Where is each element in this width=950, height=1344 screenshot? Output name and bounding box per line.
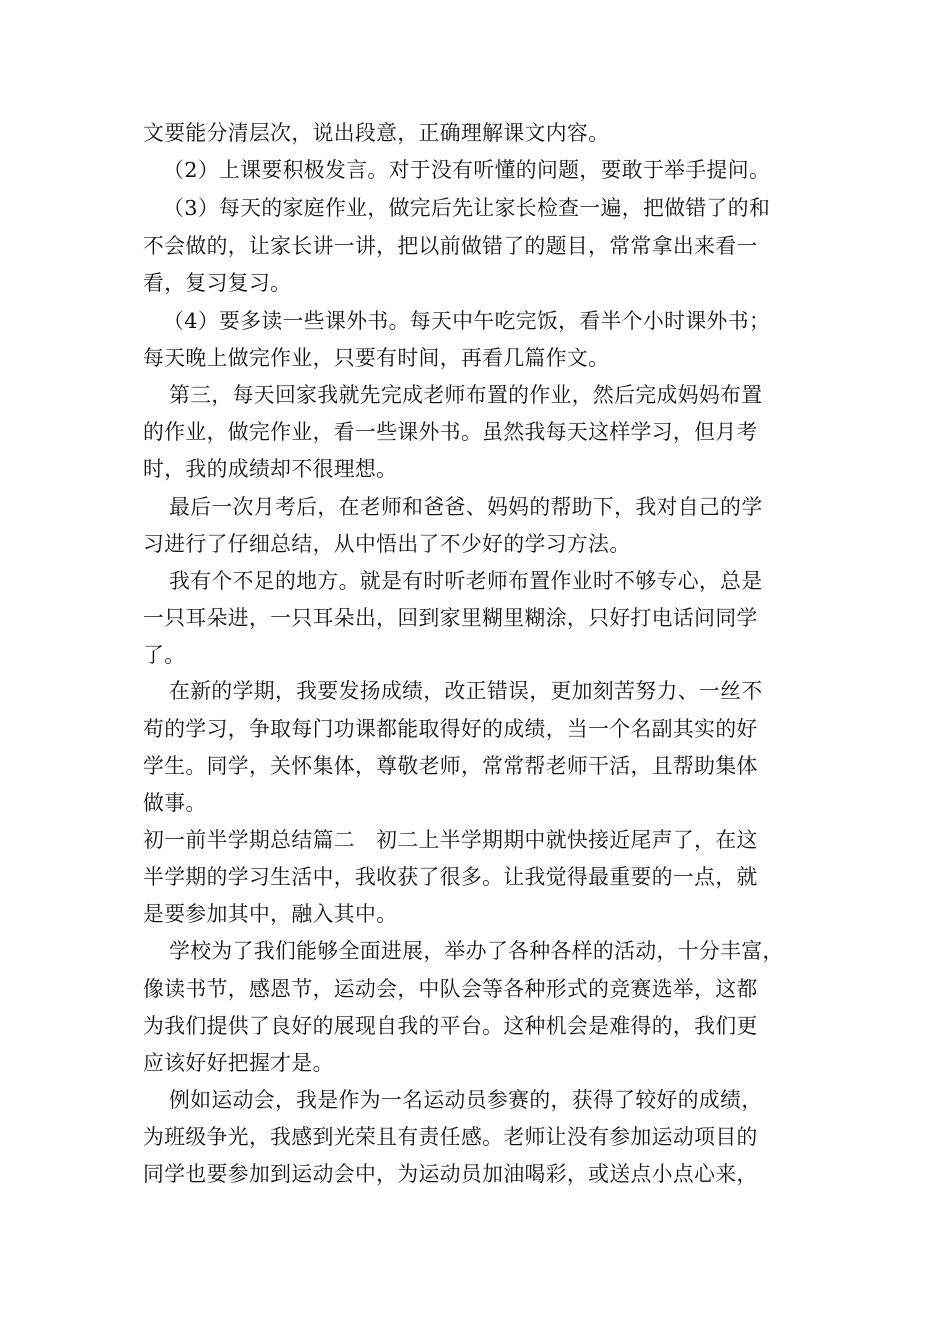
text-line: 每天晚上做完作业，只要有时间，再看几篇作文。: [143, 346, 610, 370]
text-line: 第三，每天回家我就先完成老师布置的作业，然后完成妈妈布置: [169, 383, 763, 407]
text-line: （3）每天的家庭作业，做完后先让家长检查一遍，把做错了的和: [163, 196, 771, 220]
text-line: 我有个不足的地方。就是有时听老师布置作业时不够专心，总是: [169, 569, 763, 593]
text-line: 同学也要参加到运动会中，为运动员加油喝彩，或送点小点心来，: [143, 1162, 758, 1186]
text-line: 为班级争光，我感到光荣且有责任感。老师让没有参加运动项目的: [143, 1125, 758, 1149]
text-line: 一只耳朵进，一只耳朵出，回到家里糊里糊涂，只好打电话问同学: [143, 606, 758, 630]
text-line: 半学期的学习生活中，我收获了很多。让我觉得最重要的一点，就: [143, 865, 758, 889]
text-line: 最后一次月考后，在老师和爸爸、妈妈的帮助下，我对自己的学: [169, 495, 763, 519]
text-line: 了。: [143, 643, 186, 667]
text-line: 在新的学期，我要发扬成绩，改正错误，更加刻苦努力、一丝不: [169, 679, 763, 703]
text-line: 学生。同学，关怀集体，尊敬老师，常常帮老师干活，且帮助集体: [143, 754, 758, 778]
text-line: （4）要多读一些课外书。每天中午吃完饭，看半个小时课外书；: [163, 309, 771, 333]
text-line: 像读书节，感恩节，运动会，中队会等各种形式的竞赛选举，这都: [143, 977, 758, 1001]
text-line: 不会做的，让家长讲一讲，把以前做错了的题目，常常拿出来看一: [143, 234, 758, 258]
text-line: 应该好好把握才是。: [143, 1051, 334, 1075]
text-line: 文要能分清层次，说出段意，正确理解课文内容。: [143, 121, 610, 145]
text-line: 例如运动会，我是作为一名运动员参赛的，获得了较好的成绩，: [169, 1088, 763, 1112]
text-line: 是要参加其中，融入其中。: [143, 902, 398, 926]
text-line: 看，复习复习。: [143, 271, 292, 295]
text-line: 时，我的成绩却不很理想。: [143, 457, 398, 481]
text-line: （2）上课要积极发言。对于没有听懂的问题，要敢于举手提问。: [163, 158, 771, 182]
text-line: 做事。: [143, 791, 207, 815]
text-line: 学校为了我们能够全面进展，举办了各种各样的活动，十分丰富，: [169, 939, 784, 963]
text-line: 苟的学习，争取每门功课都能取得好的成绩，当一个名副其实的好: [143, 717, 758, 741]
text-line: 初一前半学期总结篇二 初二上半学期期中就快接近尾声了，在这: [143, 828, 758, 852]
text-line: 为我们提供了良好的展现自我的平台。这种机会是难得的，我们更: [143, 1014, 758, 1038]
text-line: 习进行了仔细总结，从中悟出了不少好的学习方法。: [143, 532, 631, 556]
text-line: 的作业，做完作业，看一些课外书。虽然我每天这样学习，但月考: [143, 420, 758, 444]
